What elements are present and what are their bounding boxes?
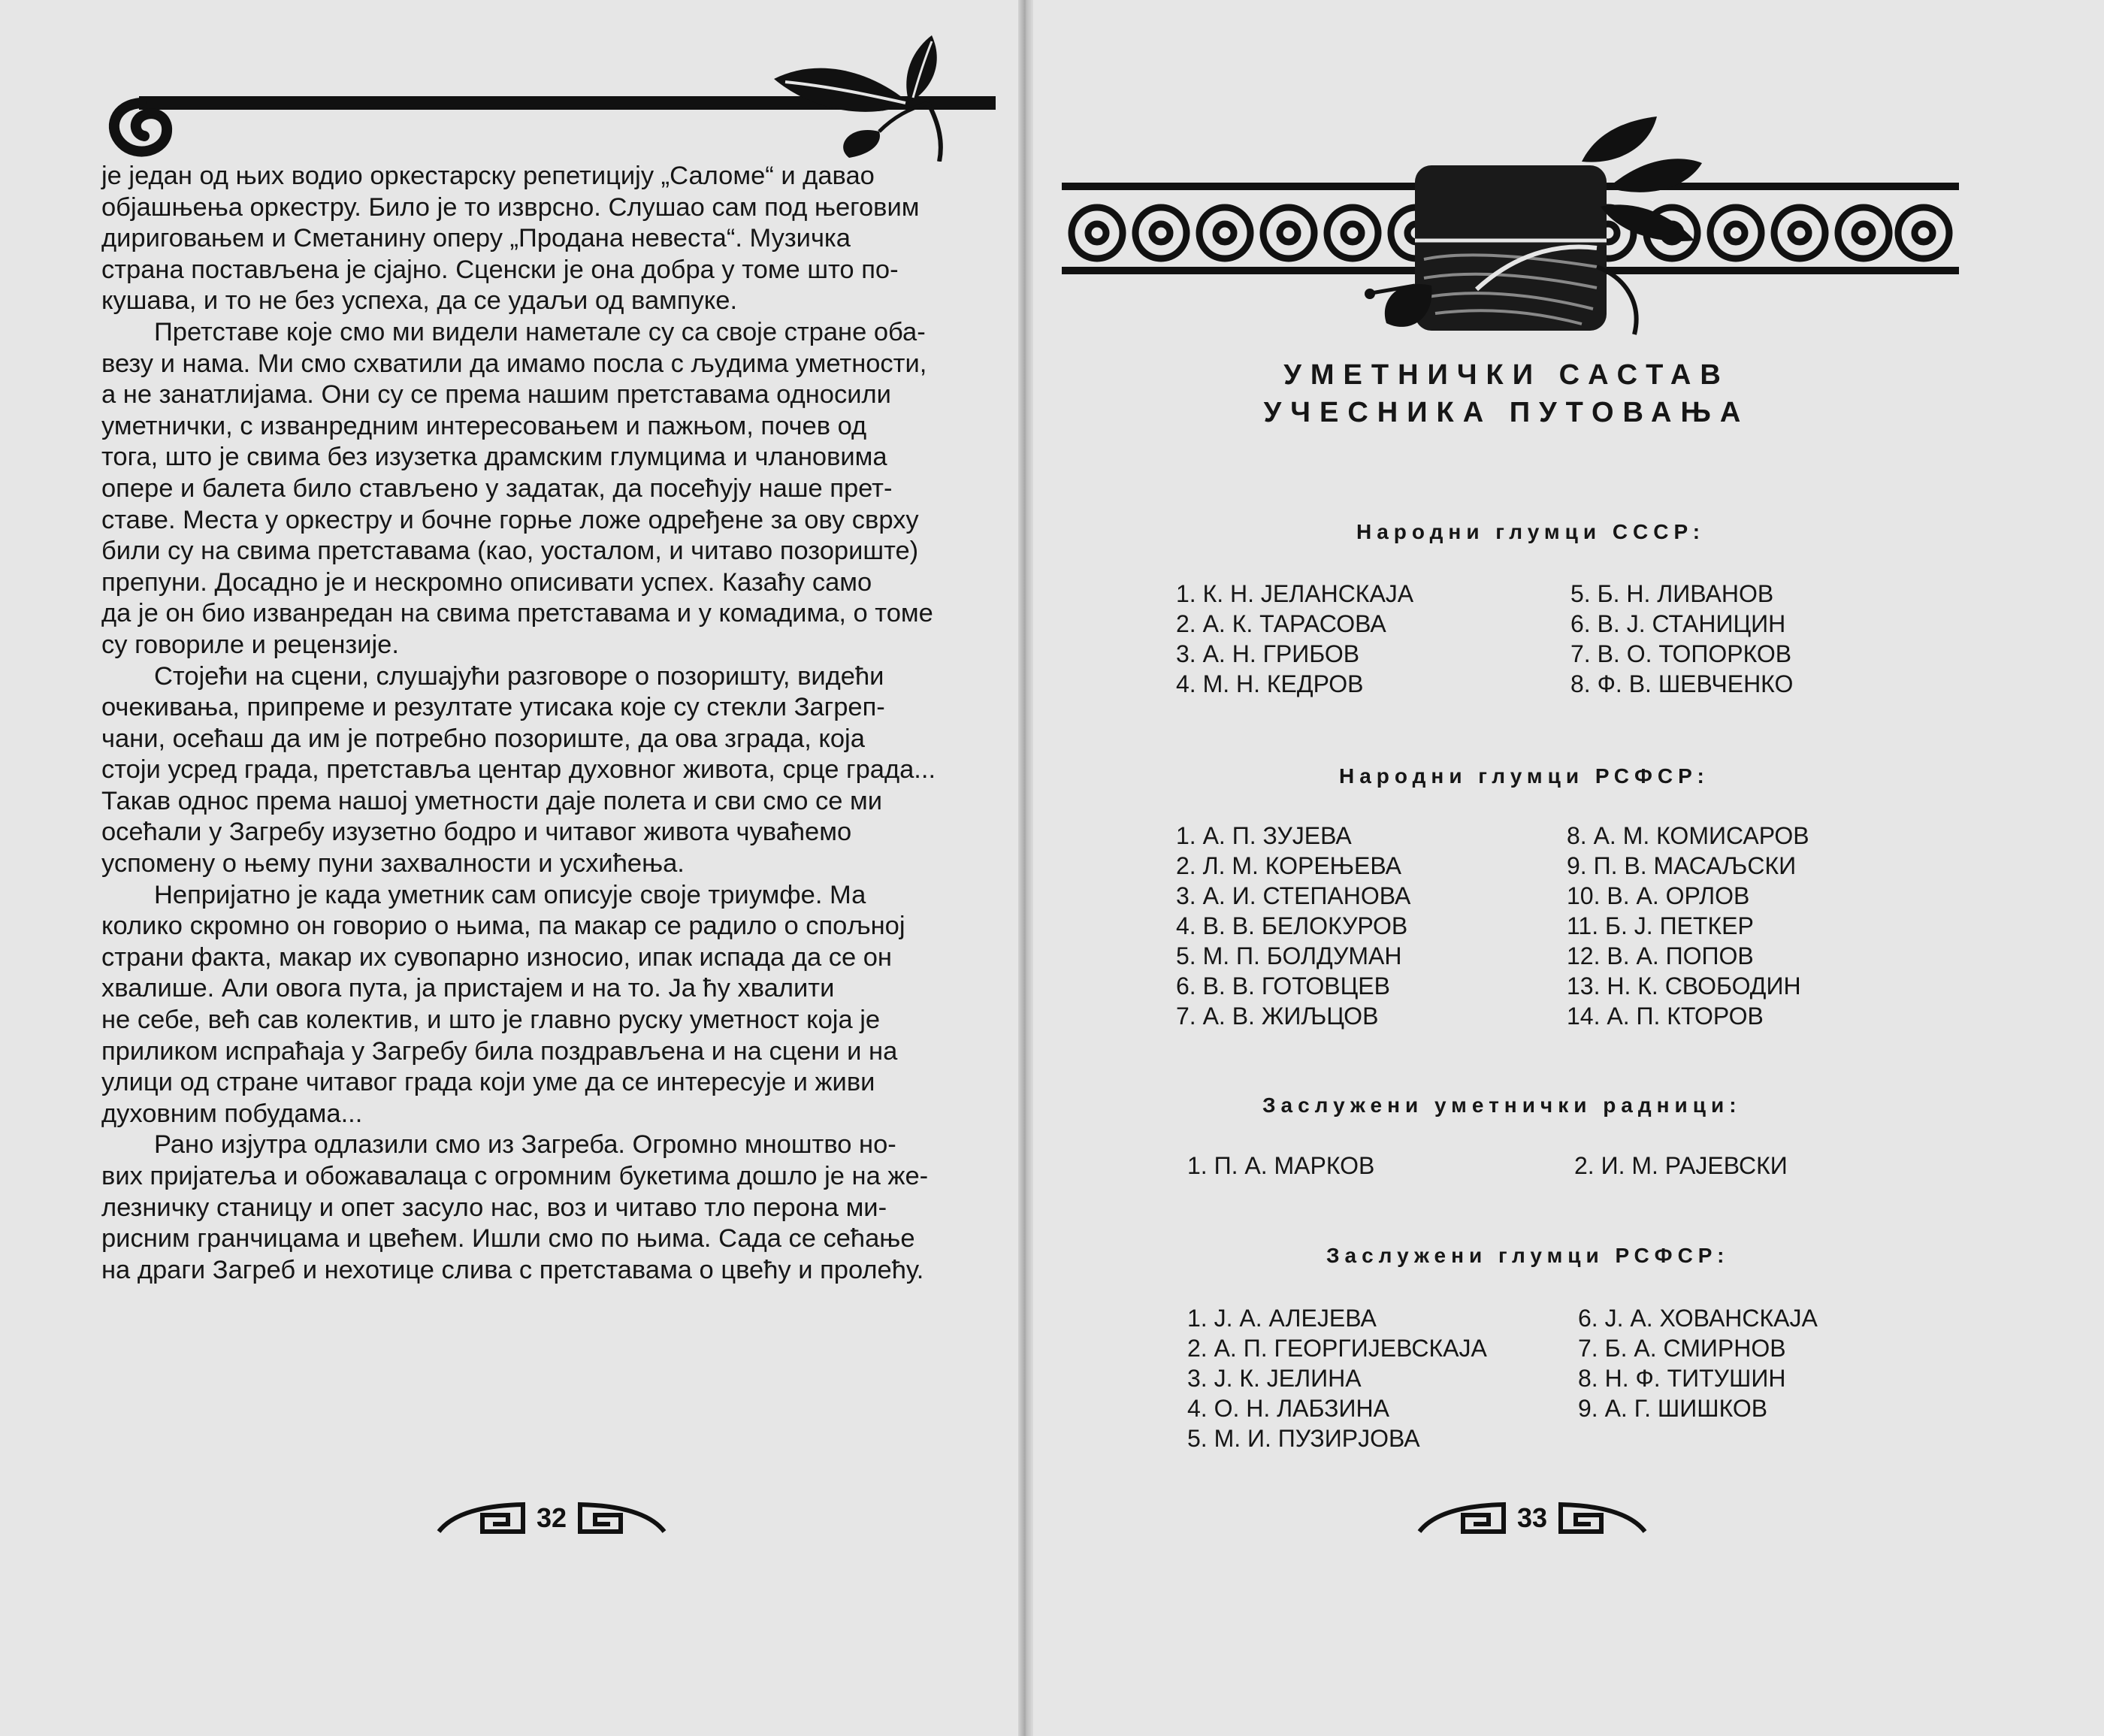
text-line: а не занатлијама. Они су се према нашим претставама односили (101, 380, 891, 410)
roster-entry: 9. П. В. МАСАЉСКИ (1567, 852, 1797, 879)
body-text (101, 161, 1003, 1286)
page-title-line-1: УМЕТНИЧКИ САСТАВ (1283, 359, 1730, 391)
roster-entry: 1. П. А. МАРКОВ (1187, 1152, 1375, 1179)
text-line: били су на свима претставама (као, уосталом, и читаво позориште) (101, 537, 919, 566)
roster-entry: 8. А. М. КОМИСАРОВ (1567, 822, 1809, 849)
roster-entry: 2. А. К. ТАРАСОВА (1176, 610, 1386, 637)
text-line: ставе. Места у оркестру и бочне горње ложе одређене за ову сврху (101, 505, 919, 534)
roster-entry: 12. В. А. ПОПОВ (1567, 942, 1754, 969)
text-line: дириговањем и Сметанину оперу „Продана невеста“. Музичка (101, 224, 851, 253)
roster-entry: 4. О. Н. ЛАБЗИНА (1187, 1395, 1389, 1422)
section-heading-ussr: Народни глумци СССР: (1356, 520, 1706, 543)
roster-entry: 9. А. Г. ШИШКОВ (1578, 1395, 1768, 1422)
roster-entry: 10. В. А. ОРЛОВ (1567, 882, 1750, 909)
book-gutter (1018, 0, 1033, 1736)
roster-entry: 1. Ј. А. АЛЕЈЕВА (1187, 1305, 1377, 1332)
roster-entry: 7. А. В. ЖИЉЦОВ (1176, 1003, 1379, 1030)
text-line: очекивања, припреме и резултате утисака које су стекли Загреп- (101, 693, 885, 722)
text-line: је један од њих водио оркестарску репетицију „Саломе“ и давао (101, 162, 875, 190)
section-heading-art-workers: Заслужени уметнички радници: (1262, 1093, 1742, 1117)
paragraph-4 (101, 880, 1003, 1130)
text-line: препуни. Досадно је и нескромно описивати успех. Казаћу само (101, 567, 872, 597)
page-number-right (1416, 1496, 1648, 1541)
roster-entry: 5. Б. Н. ЛИВАНОВ (1570, 580, 1774, 607)
text-line: духовним побудама... (101, 1099, 363, 1128)
roster-entry: 7. Б. А. СМИРНОВ (1578, 1335, 1786, 1362)
text-line: на драги Загреб и нехотице слива с претставама о цвећу и пролећу. (101, 1255, 924, 1284)
meander-left-icon (1416, 1502, 1507, 1535)
text-line: уметнички, с изванредним интересовањем и пажњом, почев од (101, 411, 867, 440)
roster-entry: 8. Ф. В. ШЕВЧЕНКО (1570, 670, 1794, 697)
text-line: да је он био изванредан на свима претставама и у комадима, о томе (101, 599, 933, 628)
roster-entry: 14. А. П. КТОРОВ (1567, 1003, 1764, 1030)
roster-honored-right (1578, 1303, 1818, 1423)
section-heading-rsfsr: Народни глумци РСФСР: (1339, 764, 1710, 788)
text-line: везу и нама. Ми смо схватили да имамо посла с људима уметности, (101, 349, 927, 378)
text-line: лезничку станицу и опет засуло нас, воз и читаво тло перона ми- (101, 1193, 887, 1222)
roster-entry: 6. Ј. А. ХОВАНСКАЈА (1578, 1305, 1818, 1332)
page-number-33: 33 (1517, 1502, 1548, 1533)
text-line: вих пријатеља и обожавалаца с огромним букетима дошло је на же- (101, 1162, 929, 1190)
text-line: приликом испраћаја у Загребу била поздрављена и на сцени и на (101, 1036, 898, 1066)
roster-entry: 13. Н. К. СВОБОДИН (1567, 972, 1801, 1000)
roster-entry: 3. А. И. СТЕПАНОВА (1176, 882, 1411, 909)
roster-entry: 3. А. Н. ГРИБОВ (1176, 640, 1360, 667)
scroll-border-ornament-icon (1056, 116, 1965, 342)
text-line: објашњења оркестру. Било је то изврсно. Слушао сам под његовим (101, 192, 920, 222)
text-line: улици од стране читавог града који уме да се интересује и живи (101, 1068, 875, 1097)
meander-right-icon (577, 1502, 667, 1535)
text-line: осећали у Загребу изузетно бодро и читавог живота чуваћемо (101, 818, 852, 847)
text-line: тога, што је свима без изузетка драмским глумцима и члановима (101, 443, 887, 472)
roster-ussr-left (1176, 579, 1413, 699)
text-line: рисним гранчицама и цвећем. Ишли смо по њима. Сада се сећање (101, 1224, 915, 1254)
roster-ussr-right (1570, 579, 1793, 699)
roster-entry: 7. В. О. ТОПОРКОВ (1570, 640, 1792, 667)
roster-entry: 11. Б. Ј. ПЕТКЕР (1567, 912, 1754, 939)
roster-rsfsr-left (1176, 821, 1410, 1031)
text-line: успомену о њему пуни захвалности и усхићења. (101, 849, 685, 879)
text-line: Такав однос према нашој уметности даје полета и сви смо се ми (101, 786, 883, 815)
text-line: Претставе које смо ми видели наметале су са своје стране оба- (154, 317, 926, 346)
meander-left-icon (436, 1502, 526, 1535)
page-title-line-2: УЧЕСНИКА ПУТОВАЊА (1263, 397, 1750, 428)
roster-entry: 6. В. Ј. СТАНИЦИН (1570, 610, 1786, 637)
roster-entry: 5. М. И. ПУЗИРЈОВА (1187, 1425, 1420, 1452)
meander-right-icon (1558, 1502, 1648, 1535)
text-line: Стојећи на сцени, слушајући разговоре о позоришту, видећи (154, 661, 884, 691)
text-line: страни факта, макар их сувопарно износио, ипак испада да се он (101, 942, 892, 972)
roster-entry: 3. Ј. К. ЈЕЛИНА (1187, 1365, 1362, 1392)
roster-entry: 1. А. П. ЗУЈЕВА (1176, 822, 1352, 849)
text-line: колико скромно он говорио о њима, па макар се радило о спољној (101, 912, 905, 941)
leaf-scroll-ornament-icon (98, 34, 1007, 162)
text-line: не себе, већ сав колектив, и што је главно руску уметност која је (101, 1006, 881, 1035)
text-line: Непријатно је када уметник сам описује своје триумфе. Ма (154, 880, 866, 909)
paragraph-3 (101, 661, 1003, 880)
paragraph-5 (101, 1130, 1003, 1286)
roster-entry: 4. В. В. БЕЛОКУРОВ (1176, 912, 1408, 939)
page-number-left (436, 1496, 667, 1541)
text-line: стоји усред града, претставља центар духовног живота, срце града... (101, 755, 936, 785)
text-line: страна постављена је сјајно. Сценски је она добра у томе што по- (101, 255, 899, 284)
roster-entry: 1. К. Н. ЈЕЛАНСКАЈА (1176, 580, 1414, 607)
roster-honored-left (1187, 1303, 1487, 1453)
section-heading-honored-rsfsr: Заслужени глумци РСФСР: (1326, 1244, 1730, 1267)
roster-entry: 6. В. В. ГОТОВЦЕВ (1176, 972, 1390, 1000)
roster-entry: 2. И. М. РАЈЕВСКИ (1574, 1152, 1788, 1179)
roster-entry: 2. А. П. ГЕОРГИЈЕВСКАЈА (1187, 1335, 1487, 1362)
page-number-32: 32 (537, 1502, 567, 1533)
roster-entry: 4. М. Н. КЕДРОВ (1176, 670, 1364, 697)
roster-art-workers-left (1187, 1151, 1374, 1181)
text-line: Рано изјутра одлазили смо из Загреба. Огромно мноштво но- (154, 1130, 896, 1160)
paragraph-1 (101, 161, 1003, 317)
text-line: чани, осећаш да им је потребно позориште, да ова зграда, која (101, 724, 865, 753)
text-line: опере и балета било стављено у задатак, да посећују наше прет- (101, 473, 893, 503)
roster-entry: 2. Л. М. КОРЕЊЕВА (1176, 852, 1401, 879)
roster-art-workers-right (1574, 1151, 1788, 1181)
roster-entry: 5. М. П. БОЛДУМАН (1176, 942, 1402, 969)
text-line: су говориле и рецензије. (101, 630, 399, 659)
paragraph-2 (101, 317, 1003, 661)
left-page (0, 0, 1018, 1736)
roster-rsfsr-right (1567, 821, 1809, 1031)
text-line: кушава, и то не без успеха, да се удаљи од вампуке. (101, 286, 738, 316)
text-line: хвалише. Али овога пута, ја пристајем и на то. Ја ћу хвалити (101, 974, 835, 1003)
roster-entry: 8. Н. Ф. ТИТУШИН (1578, 1365, 1786, 1392)
